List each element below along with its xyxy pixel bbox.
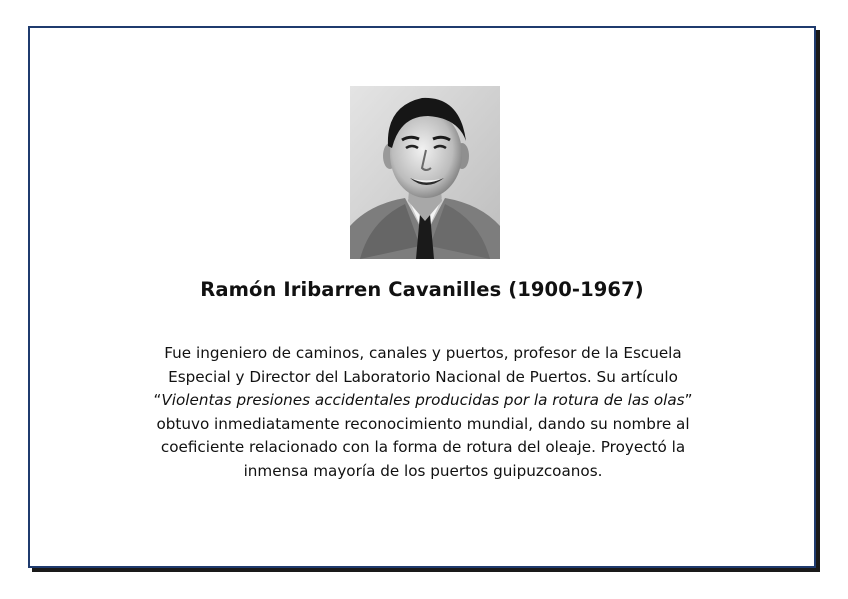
bio-line: obtuvo inmediatamente reconocimiento mundial, dando su nombre al [156,414,690,433]
biography-card [28,26,816,568]
person-name-title: Ramón Iribarren Cavanilles (1900-1967) [200,278,644,301]
bio-line: coeficiente relacionado con la forma de rotura del oleaje. Proyectó la [160,438,686,456]
quote-open: “ [153,391,162,409]
article-title: Violentas presiones accidentales producidas por la rotura de las olas [161,391,685,409]
quote-close: ” [684,391,693,409]
bio-line-quote [70,389,776,413]
bio-line: inmensa mayoría de los puertos guipuzcoanos. [243,461,603,480]
bio-line: Fue ingeniero de caminos, canales y puertos, profesor de la Escuela [164,344,682,362]
bio-line: Especial y Director del Laboratorio Nacional de Puertos. Su artículo [168,367,678,386]
biography-text [70,342,776,483]
portrait-photo [350,86,500,259]
